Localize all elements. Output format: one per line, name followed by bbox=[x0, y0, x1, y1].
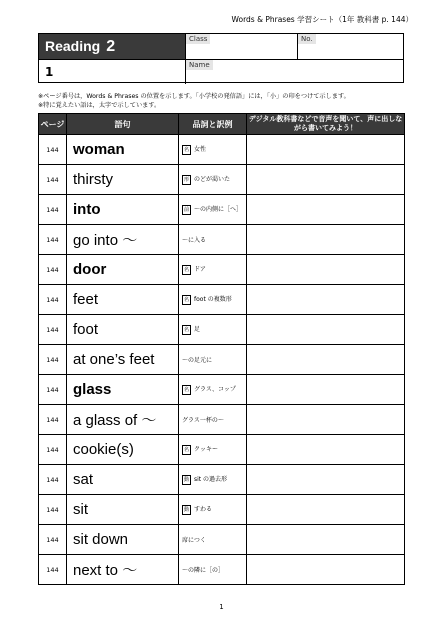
table-row bbox=[39, 465, 405, 495]
sheet-title: Words & Phrases 学習シート（1年 教科書 p. 144） bbox=[231, 15, 413, 24]
practice-cell[interactable] bbox=[247, 135, 405, 165]
table-row bbox=[39, 225, 405, 255]
class-field[interactable] bbox=[185, 34, 297, 59]
lesson-banner bbox=[39, 34, 185, 59]
practice-cell[interactable] bbox=[247, 495, 405, 525]
section-number: 1 bbox=[39, 59, 185, 84]
page-cell: 144 bbox=[39, 285, 67, 315]
meaning-cell bbox=[179, 315, 247, 345]
practice-cell[interactable] bbox=[247, 465, 405, 495]
page-number: 1 bbox=[219, 603, 224, 611]
meaning-cell bbox=[179, 225, 247, 255]
meaning-text: のどが渇いた bbox=[194, 176, 231, 184]
table-row bbox=[39, 345, 405, 375]
part-of-speech-icon: 動 bbox=[183, 476, 189, 483]
word-cell: at one’s feet bbox=[67, 345, 179, 375]
word-cell: glass bbox=[67, 375, 179, 405]
meaning-cell bbox=[179, 165, 247, 195]
table-row bbox=[39, 555, 405, 585]
table-row bbox=[39, 195, 405, 225]
table-row bbox=[39, 255, 405, 285]
word-cell: foot bbox=[67, 315, 179, 345]
class-label: Class bbox=[186, 34, 210, 44]
practice-cell[interactable] bbox=[247, 255, 405, 285]
table-header-row bbox=[39, 114, 405, 135]
practice-cell[interactable] bbox=[247, 435, 405, 465]
table-row bbox=[39, 165, 405, 195]
practice-cell[interactable] bbox=[247, 555, 405, 585]
page-cell: 144 bbox=[39, 225, 67, 255]
note-line: ※特に覚えたい語は，太字で示しています。 bbox=[38, 102, 161, 109]
part-of-speech-icon: 名 bbox=[183, 326, 189, 333]
page-cell: 144 bbox=[39, 165, 67, 195]
notes bbox=[38, 92, 350, 110]
header-box bbox=[38, 33, 404, 83]
meaning-text: 席につく bbox=[182, 537, 206, 544]
meaning-cell bbox=[179, 465, 247, 495]
practice-cell[interactable] bbox=[247, 165, 405, 195]
meaning-cell bbox=[179, 195, 247, 225]
meaning-cell bbox=[179, 555, 247, 585]
page-cell: 144 bbox=[39, 135, 67, 165]
meaning-text: ドア bbox=[194, 266, 206, 274]
page-cell: 144 bbox=[39, 255, 67, 285]
note-line: ※ページ番号は，Words & Phrases の位置を示します。「小学校の発信語」には，「小」の印をつけて示します。 bbox=[38, 93, 350, 100]
word-cell: a glass of ～ bbox=[67, 405, 179, 435]
practice-cell[interactable] bbox=[247, 315, 405, 345]
word-cell: sit bbox=[67, 495, 179, 525]
column-header-page: ページ bbox=[39, 114, 67, 135]
column-header-word: 語句 bbox=[67, 114, 179, 135]
meaning-text: 女性 bbox=[194, 146, 207, 154]
page-cell: 144 bbox=[39, 195, 67, 225]
practice-cell[interactable] bbox=[247, 285, 405, 315]
meaning-cell bbox=[179, 525, 247, 555]
word-cell: cookie(s) bbox=[67, 435, 179, 465]
page-cell: 144 bbox=[39, 345, 67, 375]
page-cell: 144 bbox=[39, 315, 67, 345]
part-of-speech-icon: 動 bbox=[183, 506, 189, 513]
page-cell: 144 bbox=[39, 435, 67, 465]
table-row bbox=[39, 435, 405, 465]
page-cell: 144 bbox=[39, 555, 67, 585]
meaning-text: ～の足元に bbox=[182, 357, 213, 364]
word-cell: woman bbox=[67, 135, 179, 165]
number-label: No. bbox=[298, 34, 316, 44]
number-field[interactable] bbox=[297, 34, 403, 59]
word-cell: into bbox=[67, 195, 179, 225]
meaning-cell bbox=[179, 135, 247, 165]
table-row bbox=[39, 405, 405, 435]
table-row bbox=[39, 525, 405, 555]
practice-cell[interactable] bbox=[247, 345, 405, 375]
practice-cell[interactable] bbox=[247, 225, 405, 255]
practice-cell[interactable] bbox=[247, 525, 405, 555]
meaning-text: sit の過去形 bbox=[194, 476, 228, 484]
part-of-speech-icon: 名 bbox=[183, 446, 189, 453]
name-field[interactable] bbox=[185, 59, 403, 84]
word-cell: sit down bbox=[67, 525, 179, 555]
part-of-speech-icon: 名 bbox=[183, 386, 189, 393]
meaning-cell bbox=[179, 255, 247, 285]
meaning-cell bbox=[179, 375, 247, 405]
name-label: Name bbox=[186, 60, 213, 70]
meaning-cell bbox=[179, 405, 247, 435]
part-of-speech-icon: 名 bbox=[183, 146, 189, 153]
table-row bbox=[39, 135, 405, 165]
table-row bbox=[39, 495, 405, 525]
table-row bbox=[39, 285, 405, 315]
meaning-text: グラス、コップ bbox=[194, 386, 236, 394]
practice-cell[interactable] bbox=[247, 195, 405, 225]
part-of-speech-icon: 名 bbox=[183, 296, 189, 303]
meaning-text: foot の複数形 bbox=[194, 296, 232, 304]
part-of-speech-icon: 形 bbox=[183, 176, 189, 183]
column-header-practice: デジタル教科書などで音声を聞いて、声に出しながら書いてみよう！ bbox=[247, 114, 405, 135]
page-cell: 144 bbox=[39, 495, 67, 525]
page-cell: 144 bbox=[39, 405, 67, 435]
lesson-label: Reading bbox=[45, 38, 101, 54]
meaning-cell bbox=[179, 435, 247, 465]
table-row bbox=[39, 375, 405, 405]
practice-cell[interactable] bbox=[247, 405, 405, 435]
word-cell: thirsty bbox=[67, 165, 179, 195]
vocabulary-table bbox=[38, 113, 405, 585]
meaning-text: ～の内側に［へ］ bbox=[194, 206, 243, 214]
word-cell: door bbox=[67, 255, 179, 285]
meaning-cell bbox=[179, 345, 247, 375]
page-cell: 144 bbox=[39, 525, 67, 555]
part-of-speech-icon: 名 bbox=[183, 266, 189, 273]
meaning-cell bbox=[179, 495, 247, 525]
meaning-text: クッキー bbox=[194, 446, 219, 454]
word-cell: feet bbox=[67, 285, 179, 315]
meaning-text: ～に入る bbox=[182, 237, 207, 244]
column-header-pos: 品詞と訳例 bbox=[179, 114, 247, 135]
word-cell: go into ～ bbox=[67, 225, 179, 255]
part-of-speech-icon: 前 bbox=[183, 206, 189, 213]
page-cell: 144 bbox=[39, 375, 67, 405]
meaning-text: ～の隣に［の］ bbox=[182, 567, 225, 574]
practice-cell[interactable] bbox=[247, 375, 405, 405]
word-cell: next to ～ bbox=[67, 555, 179, 585]
meaning-cell bbox=[179, 285, 247, 315]
meaning-text: グラス一杯の～ bbox=[182, 417, 224, 424]
word-cell: sat bbox=[67, 465, 179, 495]
meaning-text: 足 bbox=[194, 326, 201, 334]
meaning-text: すわる bbox=[194, 506, 213, 514]
table-row bbox=[39, 315, 405, 345]
page-cell: 144 bbox=[39, 465, 67, 495]
lesson-number: 2 bbox=[106, 38, 116, 55]
